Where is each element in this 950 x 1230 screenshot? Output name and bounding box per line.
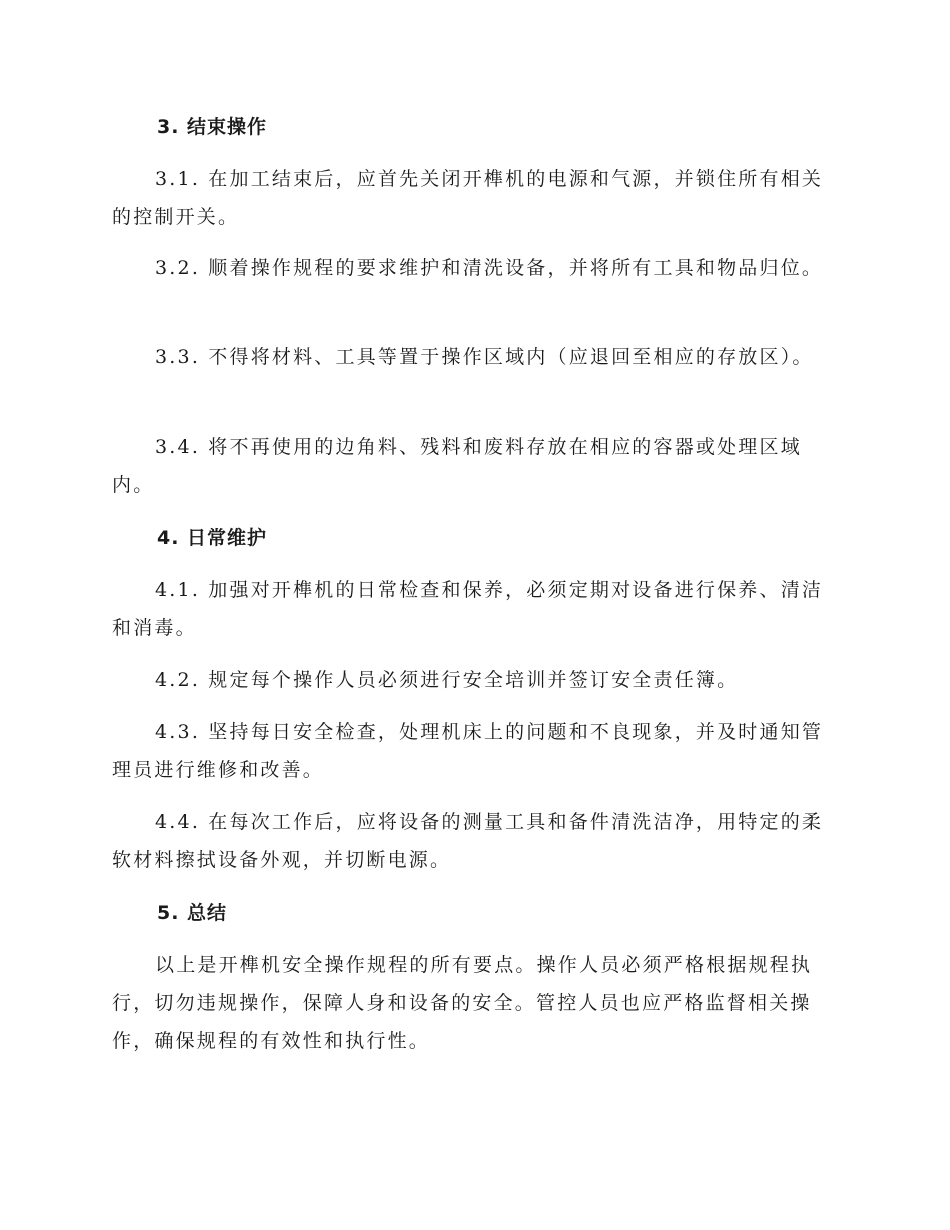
paragraph-3-1: 3.1. 在加工结束后，应首先关闭开榫机的电源和气源，并锁住所有相关的控制开关。 bbox=[112, 168, 824, 228]
section-heading-end-operation: 3. 结束操作 bbox=[157, 116, 268, 138]
paragraph-3-4: 3.4. 将不再使用的边角料、残料和废料存放在相应的容器或处理区域内。 bbox=[112, 436, 802, 496]
section-heading-summary: 5. 总结 bbox=[157, 902, 228, 924]
paragraph-4-3: 4.3. 坚持每日安全检查，处理机床上的问题和不良现象，并及时通知管理员进行维修和改善。 bbox=[112, 721, 824, 781]
paragraph-4-4: 4.4. 在每次工作后，应将设备的测量工具和备件清洗洁净，用特定的柔软材料擦拭设备外观，并切断电源。 bbox=[112, 811, 824, 871]
summary-paragraph: 以上是开榫机安全操作规程的所有要点。操作人员必须严格根据规程执行，切勿违规操作，保障人身和设备的安全。管控人员也应严格监督相关操作，确保规程的有效性和执行性。 bbox=[112, 954, 813, 1052]
paragraph-4-1: 4.1. 加强对开榫机的日常检查和保养，必须定期对设备进行保养、清洁和消毒。 bbox=[112, 579, 824, 639]
paragraph-4-2: 4.2. 规定每个操作人员必须进行安全培训并签订安全责任簿。 bbox=[155, 669, 739, 691]
paragraph-3-2: 3.2. 顺着操作规程的要求维护和清洗设备，并将所有工具和物品归位。 bbox=[155, 257, 824, 279]
section-heading-daily-maintenance: 4. 日常维护 bbox=[157, 527, 268, 549]
paragraph-3-3: 3.3. 不得将材料、工具等置于操作区域内（应退回至相应的存放区）。 bbox=[155, 346, 814, 368]
